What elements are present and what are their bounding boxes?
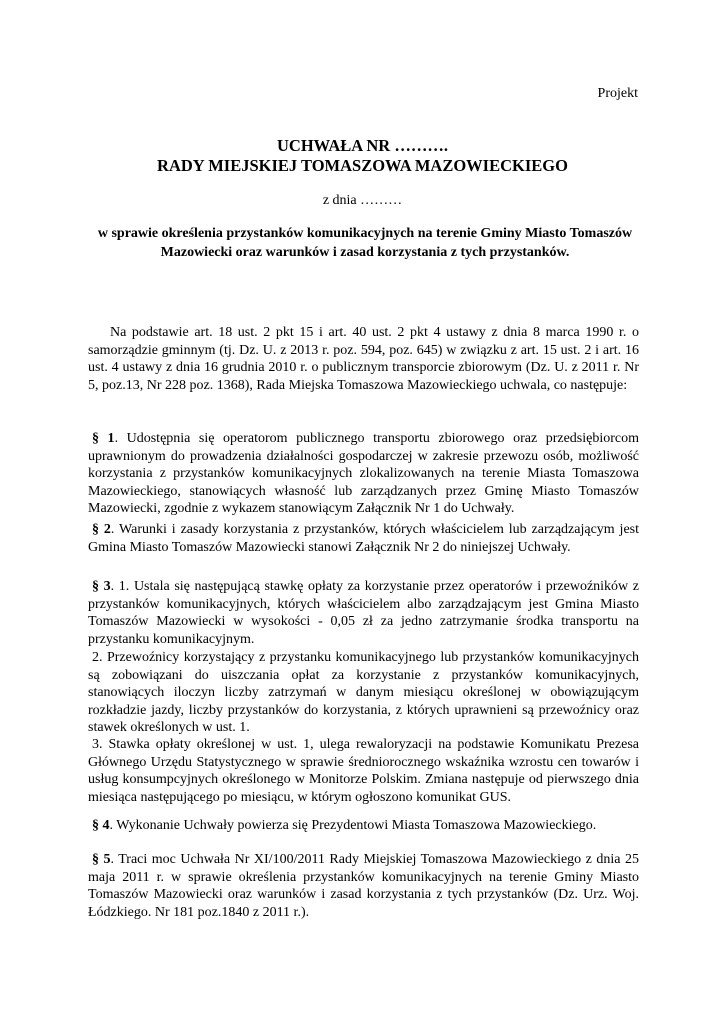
section-1: [88, 430, 639, 518]
section-text: . Warunki i zasady korzystania z przystanków, których właścicielem lub zarządzającym jest Gmina Miasto Tomaszów Mazowiecki stanowi Załącznik Nr 2 do niniejszej Uchwały.: [88, 522, 640, 555]
section-mark: § 5: [92, 852, 111, 867]
section-mark: § 4: [92, 818, 110, 833]
section-4: [88, 817, 639, 835]
section-mark: § 2: [92, 522, 111, 537]
section-text: . 1. Ustala się następującą stawkę opłaty za korzystanie przez operatorów i przewoźników z przystanków komunikacyjnych, których właścicielem albo zarządzającym jest Gmina Miasto Tomaszów Mazowiecki w wysokości - 0,05 zł za jedno zatrzymanie środka transportu na przystanku komunikacyjnym.: [88, 579, 640, 647]
resolution-number-title: UCHWAŁA NR ……….: [277, 136, 448, 155]
section-text: . Udostępnia się operatorom publicznego transportu zbiorowego oraz przedsiębiorcom uprawnionym do prowadzenia działalności gospodarczej w zakresie przewozu osób, możliwość korzystania z przystanków komunikacyjnych zlokalizowanych na terenie Miasta Tomaszowa Mazowieckiego, stanowiących własność lub zarządzanych przez Gminę Miasto Tomaszów Mazowiecki, zgodnie z wykazem stanowiącym Załącznik Nr 1 do Uchwały.: [88, 431, 640, 517]
section-3: [88, 578, 639, 648]
date-line: z dnia ………: [322, 193, 403, 208]
section-mark: § 1: [92, 431, 115, 446]
council-title: RADY MIEJSKIEJ TOMASZOWA MAZOWIECKIEGO: [157, 156, 568, 175]
section-text: . Wykonanie Uchwały powierza się Prezydentowi Miasta Tomaszowa Mazowieckiego.: [109, 818, 597, 833]
section-3-point-3: 3. Stawka opłaty określonej w ust. 1, ulega rewaloryzacji na podstawie Komunikatu Prezesa Głównego Urzędu Statystycznego w sprawie średniorocznego wskaźnika wzrostu cen towarów i usług konsumpcyjnych określonego w Monitorze Polskim. Zmiana następuje od pierwszego dnia miesiąca następującego po miesiącu, w którym ogłoszono komunikat GUS.: [88, 737, 639, 805]
section-2: [88, 521, 639, 556]
section-3-point-2: 2. Przewoźnicy korzystający z przystanku komunikacyjnego lub przystanków komunikacyjnych są zobowiązani do uiszczania opłat za korzystanie z przystanków komunikacyjnych, stanowiących iloczyn liczby zatrzymań w danym miesiącu określonej w obowiązującym rozkładzie jazdy, liczby przystanków do korzystania, z których uprawnieni są przewoźnicy oraz stawek określonych w ust. 1.: [88, 650, 639, 736]
project-label: Projekt: [597, 86, 638, 101]
subject-heading: w sprawie określenia przystanków komunikacyjnych na terenie Gminy Miasto Tomaszów Mazowiecki oraz warunków i zasad korzystania z tych przystanków.: [97, 226, 633, 260]
preamble: Na podstawie art. 18 ust. 2 pkt 15 i art. 40 ust. 2 pkt 4 ustawy z dnia 8 marca 1990 r. o samorządzie gminnym (tj. Dz. U. z 2013 r. poz. 594, poz. 645) w związku z art. 15 ust. 2 i art. 16 ust. 4 ustawy z dnia 16 grudnia 2010 r. o publicznym transporcie zbiorowym (Dz. U. z 2011 r. Nr 5, poz.13, Nr 228 poz. 1368), Rada Miejska Tomaszowa Mazowieckiego uchwala, co następuje:: [88, 325, 639, 393]
section-mark: § 3: [92, 579, 111, 594]
section-5: [88, 851, 639, 921]
section-text: . Traci moc Uchwała Nr XI/100/2011 Rady Miejskiej Tomaszowa Mazowieckiego z dnia 25 maja 2011 r. w sprawie określenia przystanków komunikacyjnych na terenie Gminy Miasto Tomaszów Mazowiecki oraz warunków i zasad korzystania z tych przystanków (Dz. Urz. Woj. Łódzkiego. Nr 181 poz.1840 z 2011 r.).: [88, 852, 639, 920]
